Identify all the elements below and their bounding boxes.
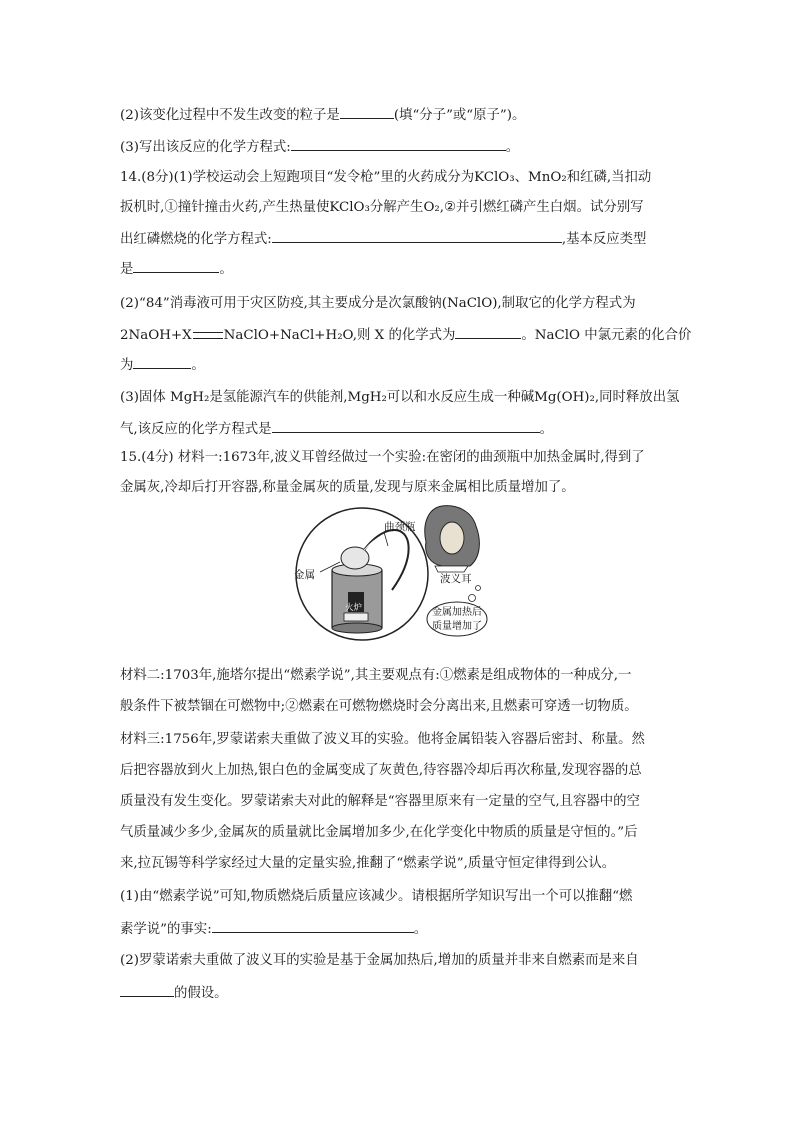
q14-line-2: 扳机时,①撞针撞击火药,产生热量使KClO₃分解产生O₂,②并引燃红磷产生白烟。试分别写 [120,200,644,215]
q15-sub2-line-2 [120,982,228,1004]
q14-text: 出红磷燃烧的化学方程式: [120,232,272,247]
label-furnace: 火炉 [345,603,363,613]
equation-left: 2NaOH+X [120,328,192,343]
answer-blank[interactable] [133,258,219,273]
q14-line-8: (3)固体 MgH₂是氢能源汽车的供能剂,MgH₂可以和水反应生成一种碱Mg(OH)₂,同时释放出氢 [120,390,680,405]
q15-line-1: 15.(4分) 材料一:1673年,波义耳曾经做过一个实验:在密闭的曲颈瓶中加热金属时,得到了 [120,450,645,465]
q14-line-3 [120,228,646,250]
q13-part3-text: (3)写出该反应的化学方程式: [120,140,291,155]
label-flask: 曲颈瓶 [384,521,416,533]
q14-text: 气,该反应的化学方程式是 [120,422,272,437]
q15-material3-line-2: 后把容器放到火上加热,银白色的金属变成了灰黄色,待容器冷却后再次称量,发现容器的总 [120,763,642,778]
q15-material2-line-1: 材料二:1703年,施塔尔提出“燃素学说”,其主要观点有:①燃素是组成物体的一种成分,一 [120,668,632,683]
equation-right: NaClO+NaCl+H₂O,则 X 的化学式为 [223,328,456,343]
q15-material2-line-2: 般条件下被禁锢在可燃物中;②燃素在可燃物燃烧时会分离出来,且燃素可穿透一切物质。 [120,699,638,714]
q15-sub1-line-2 [120,918,427,940]
q14-text: ,基本反应类型 [561,232,647,247]
q15-material3-line-5: 来,拉瓦锡等科学家经过大量的定量实验,推翻了“燃素学说”,质量守恒定律得到公认。 [120,856,616,871]
q13-part3-line [120,136,519,158]
punctuation: 。 [539,422,553,437]
q14-line-6 [120,324,691,346]
answer-blank[interactable] [340,104,394,119]
q14-line-1: 14.(8分)(1)学校运动会上短跑项目“发令枪”里的火药成分为KClO₃、MnO₂和红磷,当扣动 [120,170,652,185]
equation-sign [193,332,223,339]
answer-blank[interactable] [120,982,174,997]
bubble-text-2: 质量增加了 [432,621,482,632]
answer-blank[interactable] [212,918,414,933]
q14-line-4 [120,258,233,280]
q14-line-9 [120,418,553,440]
q15-sub1-line-1: (1)由“燃素学说”可知,物质燃烧后质量应该减少。请根据所学知识写出一个可以推翻“燃 [120,889,633,904]
punctuation: 。 [413,922,428,937]
label-metal: 金属 [294,569,315,581]
q15-material3-line-1: 材料三:1756年,罗蒙诺索夫重做了波义耳的实验。他将金属铅装入容器后密封、称量。然 [120,732,645,747]
q14-text: 是 [120,262,134,277]
punctuation: 。 [505,140,520,155]
answer-blank[interactable] [272,228,562,243]
q14-text: 为 [120,358,134,373]
punctuation: 。 [191,358,205,373]
q15-text: 的假设。 [174,986,228,1001]
answer-blank[interactable] [291,136,506,151]
boyle-portrait-icon [425,506,480,572]
q14-text: 。NaClO 中氯元素的化合价 [521,328,692,343]
q14-line-5: (2)“84”消毒液可用于灾区防疫,其主要成分是次氯酸钠(NaClO),制取它的化学方程式为 [120,296,636,311]
q15-material3-line-4: 气质量减少多少,金属灰的质量就比金属增加多少,在化学变化中物质的质量是守恒的。”后 [120,825,638,840]
q14-line-7 [120,354,205,376]
q13-part2-text: (2)该变化过程中不发生改变的粒子是 [120,108,340,123]
q15-text: 素学说”的事实: [120,922,212,937]
punctuation: 。 [219,262,233,277]
q15-line-2: 金属灰,冷却后打开容器,称量金属灰的质量,发现与原来金属相比质量增加了。 [120,480,575,495]
answer-blank[interactable] [455,324,521,339]
label-boyle: 波义耳 [440,573,472,585]
answer-blank[interactable] [133,354,191,369]
q13-part2-hint: (填“分子”或“原子”)。 [393,108,526,123]
answer-blank[interactable] [272,418,540,433]
boyle-experiment-figure [292,498,506,650]
bubble-text-1: 金属加热后 [432,607,482,618]
q15-sub2-line-1: (2)罗蒙诺索夫重做了波义耳的实验是基于金属加热后,增加的质量并非来自燃素而是来自 [120,953,639,968]
q13-part2-line [120,104,525,126]
q15-material3-line-3: 质量没有发生变化。罗蒙诺索夫对此的解释是“容器里原来有一定量的空气,且容器中的空 [120,794,640,809]
